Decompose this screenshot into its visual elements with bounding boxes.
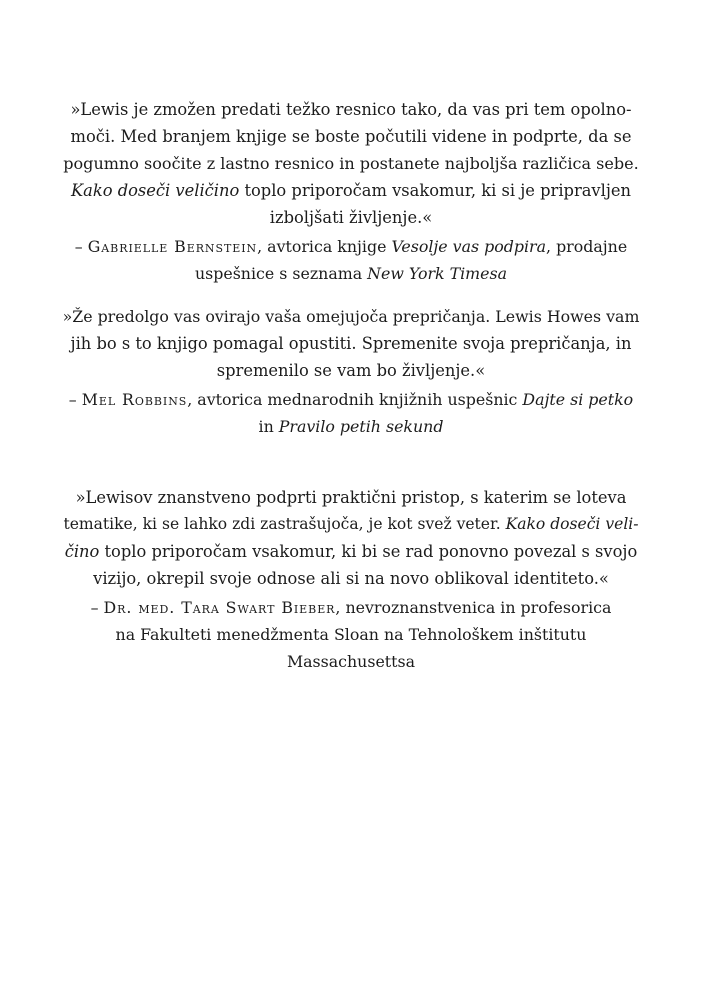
attribution-line	[60, 594, 642, 621]
quote-line	[60, 177, 642, 204]
blurb-attribution	[60, 592, 642, 675]
quote-text: toplo priporočam vsakomur, ki bi se rad ponovno povezal s svojo	[99, 542, 638, 561]
attribution-text: , nevroznanstvenica in profesorica	[335, 598, 612, 617]
quote-line: jih bo s to knjigo pomagal opustiti. Spremenite svoja prepričanja, in	[70, 334, 632, 353]
attribution-line	[60, 413, 642, 440]
attribution-dash: –	[68, 390, 82, 409]
blurb-3	[60, 484, 642, 675]
attribution-text: , prodajne	[546, 237, 628, 256]
book-title: Kako doseči veli-	[505, 515, 639, 533]
quote-line: spremenilo se vam bo življenje.«	[216, 361, 486, 380]
author-name: Dr. med. Tara Swart Bieber	[103, 598, 336, 617]
blurb-attribution	[60, 384, 642, 440]
quote-text: toplo priporočam vsakomur, ki si je pripravljen	[239, 181, 632, 200]
quote-line: »Že predolgo vas ovirajo vaša omejujoča prepričanja. Lewis Howes vam	[62, 307, 640, 326]
quote-line: pogumno soočite z lastno resnico in postanete najboljša različica sebe.	[63, 154, 639, 173]
attribution-line	[60, 233, 642, 260]
attribution-text: in	[258, 417, 279, 436]
quote-line: vizijo, okrepil svoje odnose ali si na novo oblikoval identiteto.«	[93, 569, 609, 588]
quote-line: izboljšati življenje.«	[269, 208, 433, 227]
blurb-quote	[60, 96, 642, 231]
attribution-line	[60, 260, 642, 287]
book-title: Kako doseči veličino	[70, 181, 240, 200]
quote-line	[60, 511, 642, 538]
book-title: Vesolje vas podpira	[391, 237, 547, 256]
blurb-1	[60, 96, 642, 287]
publication-title: New York Timesa	[367, 264, 508, 283]
blurb-attribution	[60, 231, 642, 287]
attribution-line	[60, 386, 642, 413]
author-name: Mel Robbins	[81, 390, 188, 409]
attribution-line: Massachusettsa	[286, 652, 416, 671]
attribution-dash: –	[90, 598, 104, 617]
blurb-quote	[60, 303, 642, 384]
author-name: Gabrielle Bernstein	[87, 237, 258, 256]
blurb-quote	[60, 484, 642, 592]
book-title: čino	[64, 542, 100, 561]
book-title: Dajte si petko	[522, 390, 634, 409]
quote-line: moči. Med branjem knjige se boste počutili videne in podprte, da se	[70, 127, 632, 146]
quote-text: tematike, ki se lahko zdi zastrašujoča, je kot svež veter.	[63, 515, 506, 533]
quote-line: »Lewis je zmožen predati težko resnico tako, da vas pri tem opolno-	[70, 100, 632, 119]
attribution-text: , avtorica knjige	[257, 237, 392, 256]
book-title: Pravilo petih sekund	[278, 417, 444, 436]
attribution-line: na Fakulteti menedžmenta Sloan na Tehnološkem inštitutu	[115, 625, 587, 644]
quote-line	[60, 538, 642, 565]
attribution-dash: –	[74, 237, 88, 256]
blurb-2	[60, 303, 642, 440]
quote-line: »Lewisov znanstveno podprti praktični pristop, s katerim se loteva	[75, 488, 627, 507]
attribution-text: uspešnice s seznama	[194, 264, 368, 283]
attribution-text: , avtorica mednarodnih knjižnih uspešnic	[187, 390, 523, 409]
